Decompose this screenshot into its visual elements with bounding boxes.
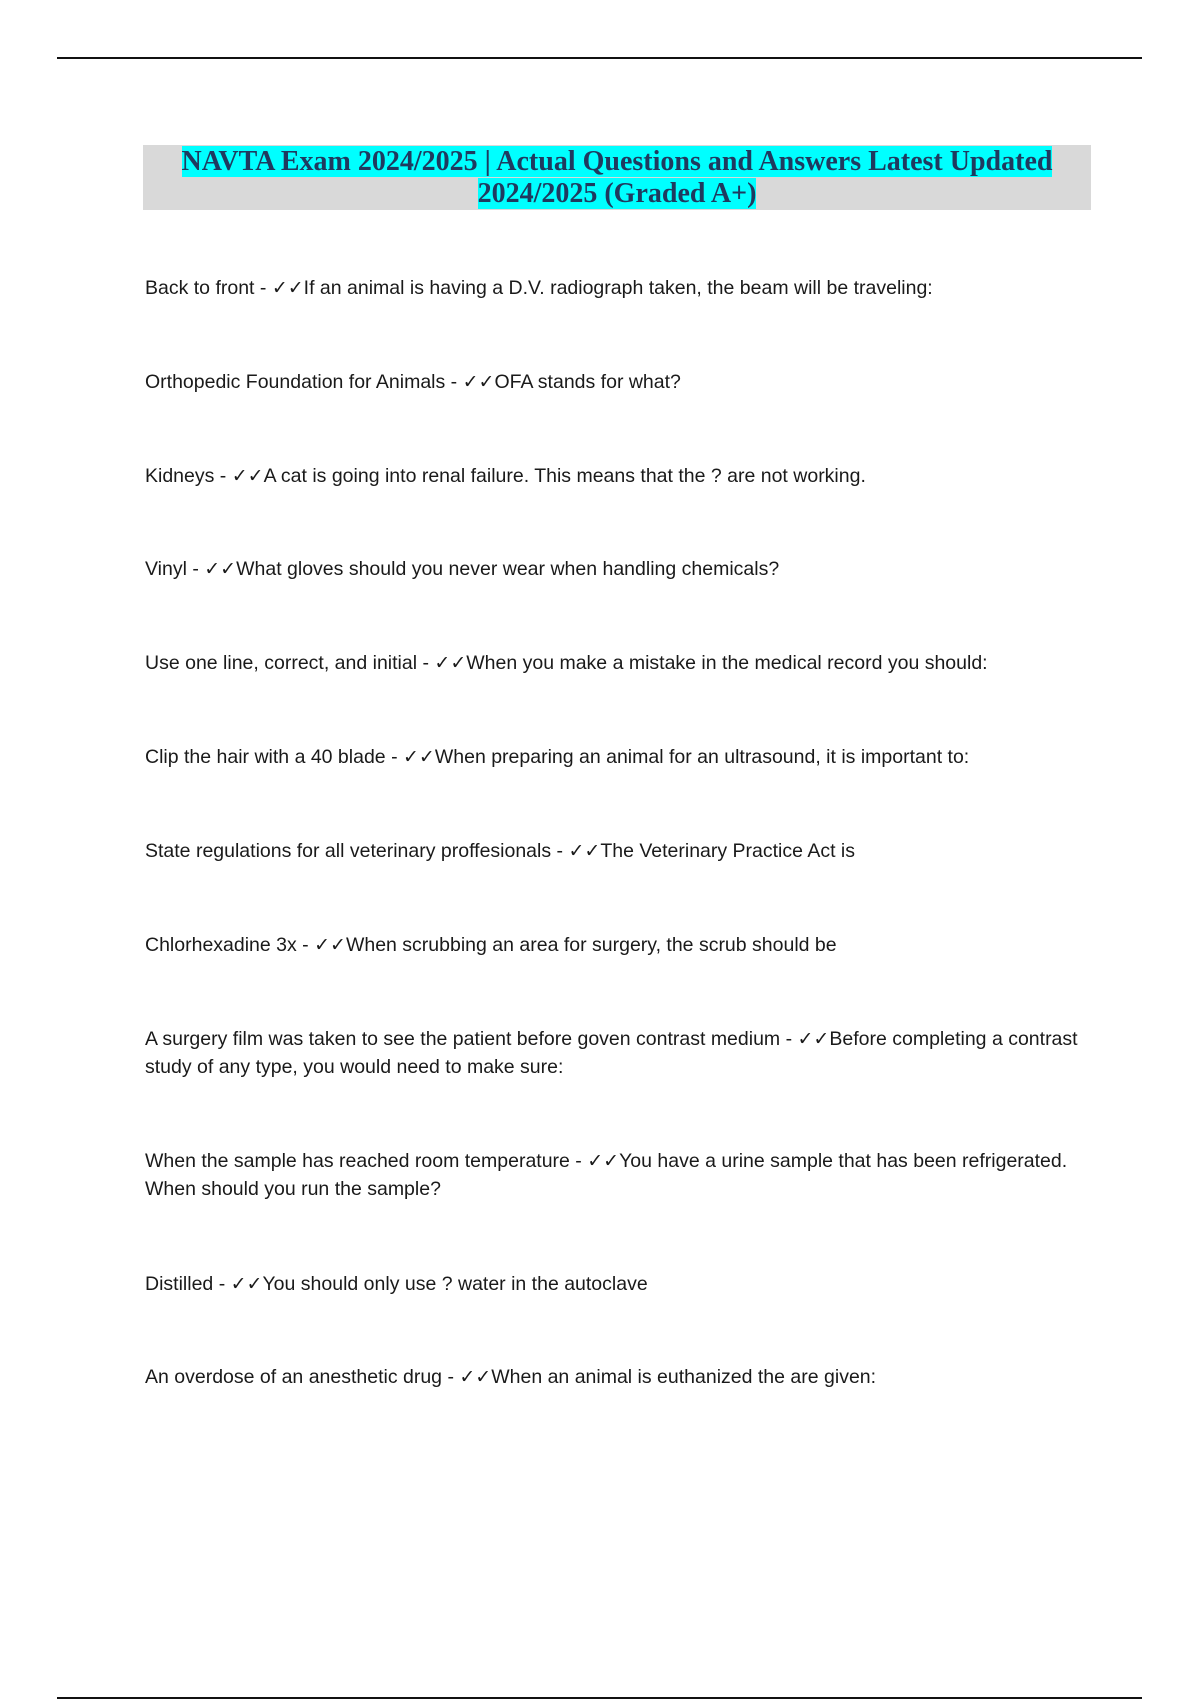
- qa-item: [145, 1025, 1080, 1081]
- question-text: You have a urine sample that has been refrigerated. When should you run the sample?: [145, 1150, 1068, 1200]
- check-marks-icon: ✓✓: [459, 1366, 492, 1388]
- qa-item: [145, 555, 1080, 583]
- bottom-rule: [57, 1697, 1142, 1699]
- question-text: The Veterinary Practice Act is: [600, 840, 856, 862]
- qa-item: [145, 274, 1080, 302]
- separator: -: [296, 934, 315, 956]
- separator: -: [417, 652, 435, 674]
- answer-text: Back to front: [145, 277, 255, 299]
- separator: -: [569, 1150, 588, 1172]
- check-marks-icon: ✓✓: [231, 465, 264, 487]
- check-marks-icon: ✓✓: [797, 1028, 830, 1050]
- answer-text: Use one line, correct, and initial: [145, 652, 418, 674]
- check-marks-icon: ✓✓: [204, 558, 237, 580]
- question-text: A cat is going into renal failure. This means that the ? are not working.: [263, 465, 866, 487]
- answer-text: State regulations for all veterinary proffesionals: [145, 840, 552, 862]
- answer-text: A surgery film was taken to see the patient before goven contrast medium: [145, 1028, 781, 1050]
- separator: -: [254, 277, 272, 299]
- qa-item: [145, 368, 1080, 396]
- check-marks-icon: ✓✓: [434, 652, 467, 674]
- separator: -: [442, 1366, 460, 1388]
- question-text: If an animal is having a D.V. radiograph taken, the beam will be traveling:: [303, 277, 933, 299]
- check-marks-icon: ✓✓: [230, 1273, 263, 1295]
- question-text: OFA stands for what?: [494, 371, 681, 393]
- qa-item: [145, 931, 1080, 959]
- qa-item: [145, 1147, 1080, 1203]
- answer-text: Chlorhexadine 3x: [145, 934, 297, 956]
- check-marks-icon: ✓✓: [403, 746, 435, 768]
- check-marks-icon: ✓✓: [568, 840, 601, 862]
- document-title: [143, 145, 1091, 210]
- separator: -: [214, 465, 232, 487]
- answer-text: Orthopedic Foundation for Animals: [145, 371, 446, 393]
- title-line-2: 2024/2025 (Graded A+): [477, 178, 757, 209]
- separator: -: [385, 746, 403, 768]
- question-text: When scrubbing an area for surgery, the scrub should be: [345, 934, 837, 956]
- qa-item: [145, 462, 1080, 490]
- question-text: When preparing an animal for an ultrasound, it is important to:: [434, 746, 970, 768]
- question-text: You should only use ? water in the autoclave: [262, 1273, 648, 1295]
- qa-item: [145, 649, 1080, 677]
- qa-item: [145, 837, 1080, 865]
- check-marks-icon: ✓✓: [587, 1150, 620, 1172]
- check-marks-icon: ✓✓: [314, 934, 346, 956]
- check-marks-icon: ✓✓: [271, 277, 304, 299]
- question-text: When you make a mistake in the medical record you should:: [466, 652, 988, 674]
- qa-item: [145, 1270, 1080, 1298]
- answer-text: Clip the hair with a 40 blade: [145, 746, 386, 768]
- answer-text: Kidneys: [145, 465, 215, 487]
- question-text: Before completing a contrast study of any type, you would need to make sure:: [145, 1028, 1078, 1078]
- separator: -: [186, 558, 205, 580]
- separator: -: [551, 840, 569, 862]
- question-text: What gloves should you never wear when handling chemicals?: [236, 558, 780, 580]
- qa-item: [145, 743, 1080, 771]
- check-marks-icon: ✓✓: [462, 371, 495, 393]
- separator: -: [780, 1028, 798, 1050]
- top-rule: [57, 57, 1142, 59]
- answer-text: An overdose of an anesthetic drug: [145, 1366, 443, 1388]
- separator: -: [213, 1273, 231, 1295]
- separator: -: [445, 371, 463, 393]
- title-line-1: NAVTA Exam 2024/2025 | Actual Questions and Answers Latest Updated: [181, 146, 1053, 177]
- answer-text: When the sample has reached room temperature: [145, 1150, 570, 1172]
- qa-item: [145, 1363, 1080, 1391]
- answer-text: Distilled: [145, 1273, 214, 1295]
- question-text: When an animal is euthanized the are given:: [491, 1366, 877, 1388]
- answer-text: Vinyl: [145, 558, 187, 580]
